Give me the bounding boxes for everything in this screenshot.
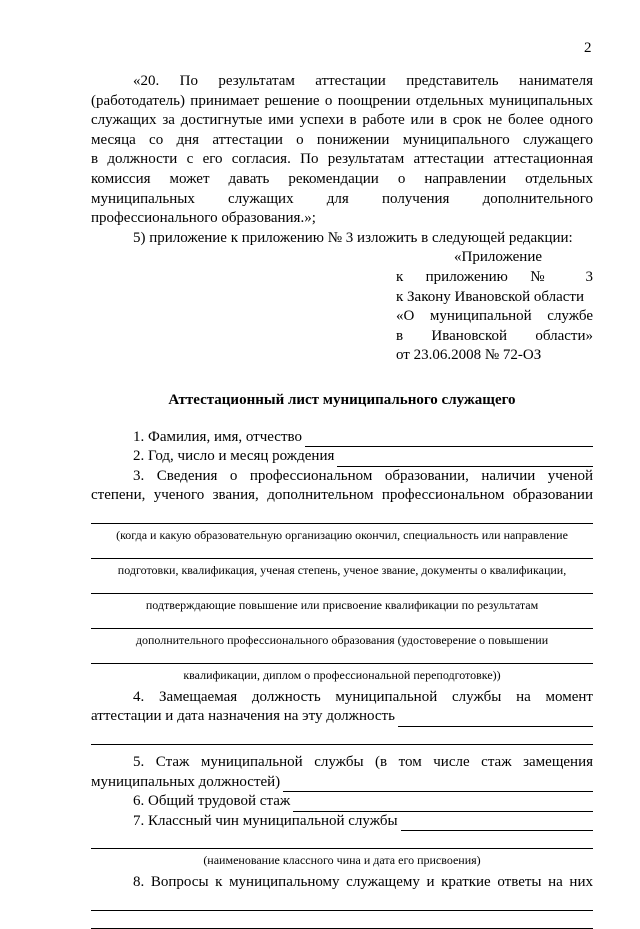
text-line: (работодатель) принимает решение о поощрении отдельных муниципальных <box>91 92 593 109</box>
page-number: 2 <box>584 40 592 56</box>
fill-line[interactable] <box>91 506 593 524</box>
text-line: профессионального образования.»; <box>91 210 316 227</box>
fill-line[interactable] <box>283 777 593 792</box>
text-line: «20. По результатам аттестации представитель нанимателя <box>133 73 593 89</box>
field-8-label: 8. Вопросы к муниципальному служащему и краткие ответы на них <box>133 874 593 891</box>
field-5 <box>91 773 593 793</box>
fill-line[interactable] <box>91 618 593 629</box>
field-hint: подготовки, квалификация, ученая степень, ученое звание, документы о квалификации, <box>117 562 567 577</box>
fill-line[interactable] <box>91 831 593 849</box>
appendix-line: в Ивановской области» <box>396 327 593 344</box>
appendix-header <box>396 248 593 366</box>
field-hint: (когда и какую образовательную организацию окончил, специальность или направление <box>116 527 568 542</box>
text-line: муниципальных служащих для получения дополнительного <box>91 190 593 207</box>
field-label: муниципальных должностей) <box>91 773 281 790</box>
appendix-line: «О муниципальной службе <box>396 308 593 325</box>
field-hint: (наименование классного чина и дата его присвоения) <box>203 853 481 868</box>
field-label: 2. Год, число и месяц рождения <box>133 448 335 465</box>
field-label: аттестации и дата назначения на эту должность <box>91 708 395 725</box>
appendix-line: от 23.06.2008 № 72-ОЗ <box>396 347 542 364</box>
fill-line[interactable] <box>91 653 593 664</box>
field-hint: квалификации, диплом о профессиональной переподготовке)) <box>183 667 501 682</box>
fill-line[interactable] <box>293 797 593 812</box>
field-2 <box>91 447 593 467</box>
field-4 <box>91 707 593 727</box>
field-4-label: 4. Замещаемая должность муниципальной службы на момент <box>133 688 593 705</box>
fill-line[interactable] <box>91 893 593 911</box>
field-3-label: степени, ученого звания, дополнительном профессиональном образовании <box>91 487 593 504</box>
field-label: 1. Фамилия, имя, отчество <box>133 428 302 445</box>
field-3-label: 3. Сведения о профессиональном образовании, наличии ученой <box>133 467 593 484</box>
document-body <box>91 72 593 929</box>
fill-line[interactable] <box>91 911 593 929</box>
field-label: 6. Общий трудовой стаж <box>133 793 291 810</box>
appendix-line: к приложению № 3 <box>396 268 593 285</box>
appendix-line: к Закону Ивановской области <box>396 288 585 305</box>
fill-line[interactable] <box>337 452 593 467</box>
paragraph-20 <box>91 72 593 229</box>
item-5: 5) приложение к приложению № 3 изложить в следующей редакции: <box>133 229 573 246</box>
field-1 <box>91 428 593 448</box>
text-line: в должности с его согласия. По результатам аттестации аттестационная <box>91 151 593 168</box>
form-title: Аттестационный лист муниципального служащего <box>168 391 516 408</box>
text-line: комиссия может давать рекомендации о направлении отдельных <box>91 170 593 187</box>
field-hint: дополнительного профессионального образования (удостоверение о повышении <box>135 632 549 647</box>
fill-line[interactable] <box>401 816 593 831</box>
fill-line[interactable] <box>91 583 593 594</box>
fill-line[interactable] <box>398 712 593 727</box>
fill-line[interactable] <box>91 548 593 559</box>
field-7 <box>91 812 593 832</box>
fill-line[interactable] <box>305 432 593 447</box>
field-label: 7. Классный чин муниципальной службы <box>133 812 398 829</box>
fill-line[interactable] <box>91 727 593 745</box>
field-hint: подтверждающие повышение или присвоение квалификации по результатам <box>145 597 539 612</box>
text-line: служащих за достигнутые ими успехи в работе или в срок не более одного <box>91 112 593 129</box>
appendix-line: «Приложение <box>454 249 543 266</box>
field-5-label: 5. Стаж муниципальной службы (в том числе стаж замещения <box>133 754 593 771</box>
text-line: месяца со дня аттестации о понижении муниципального служащего <box>91 131 593 148</box>
field-6 <box>91 792 593 812</box>
